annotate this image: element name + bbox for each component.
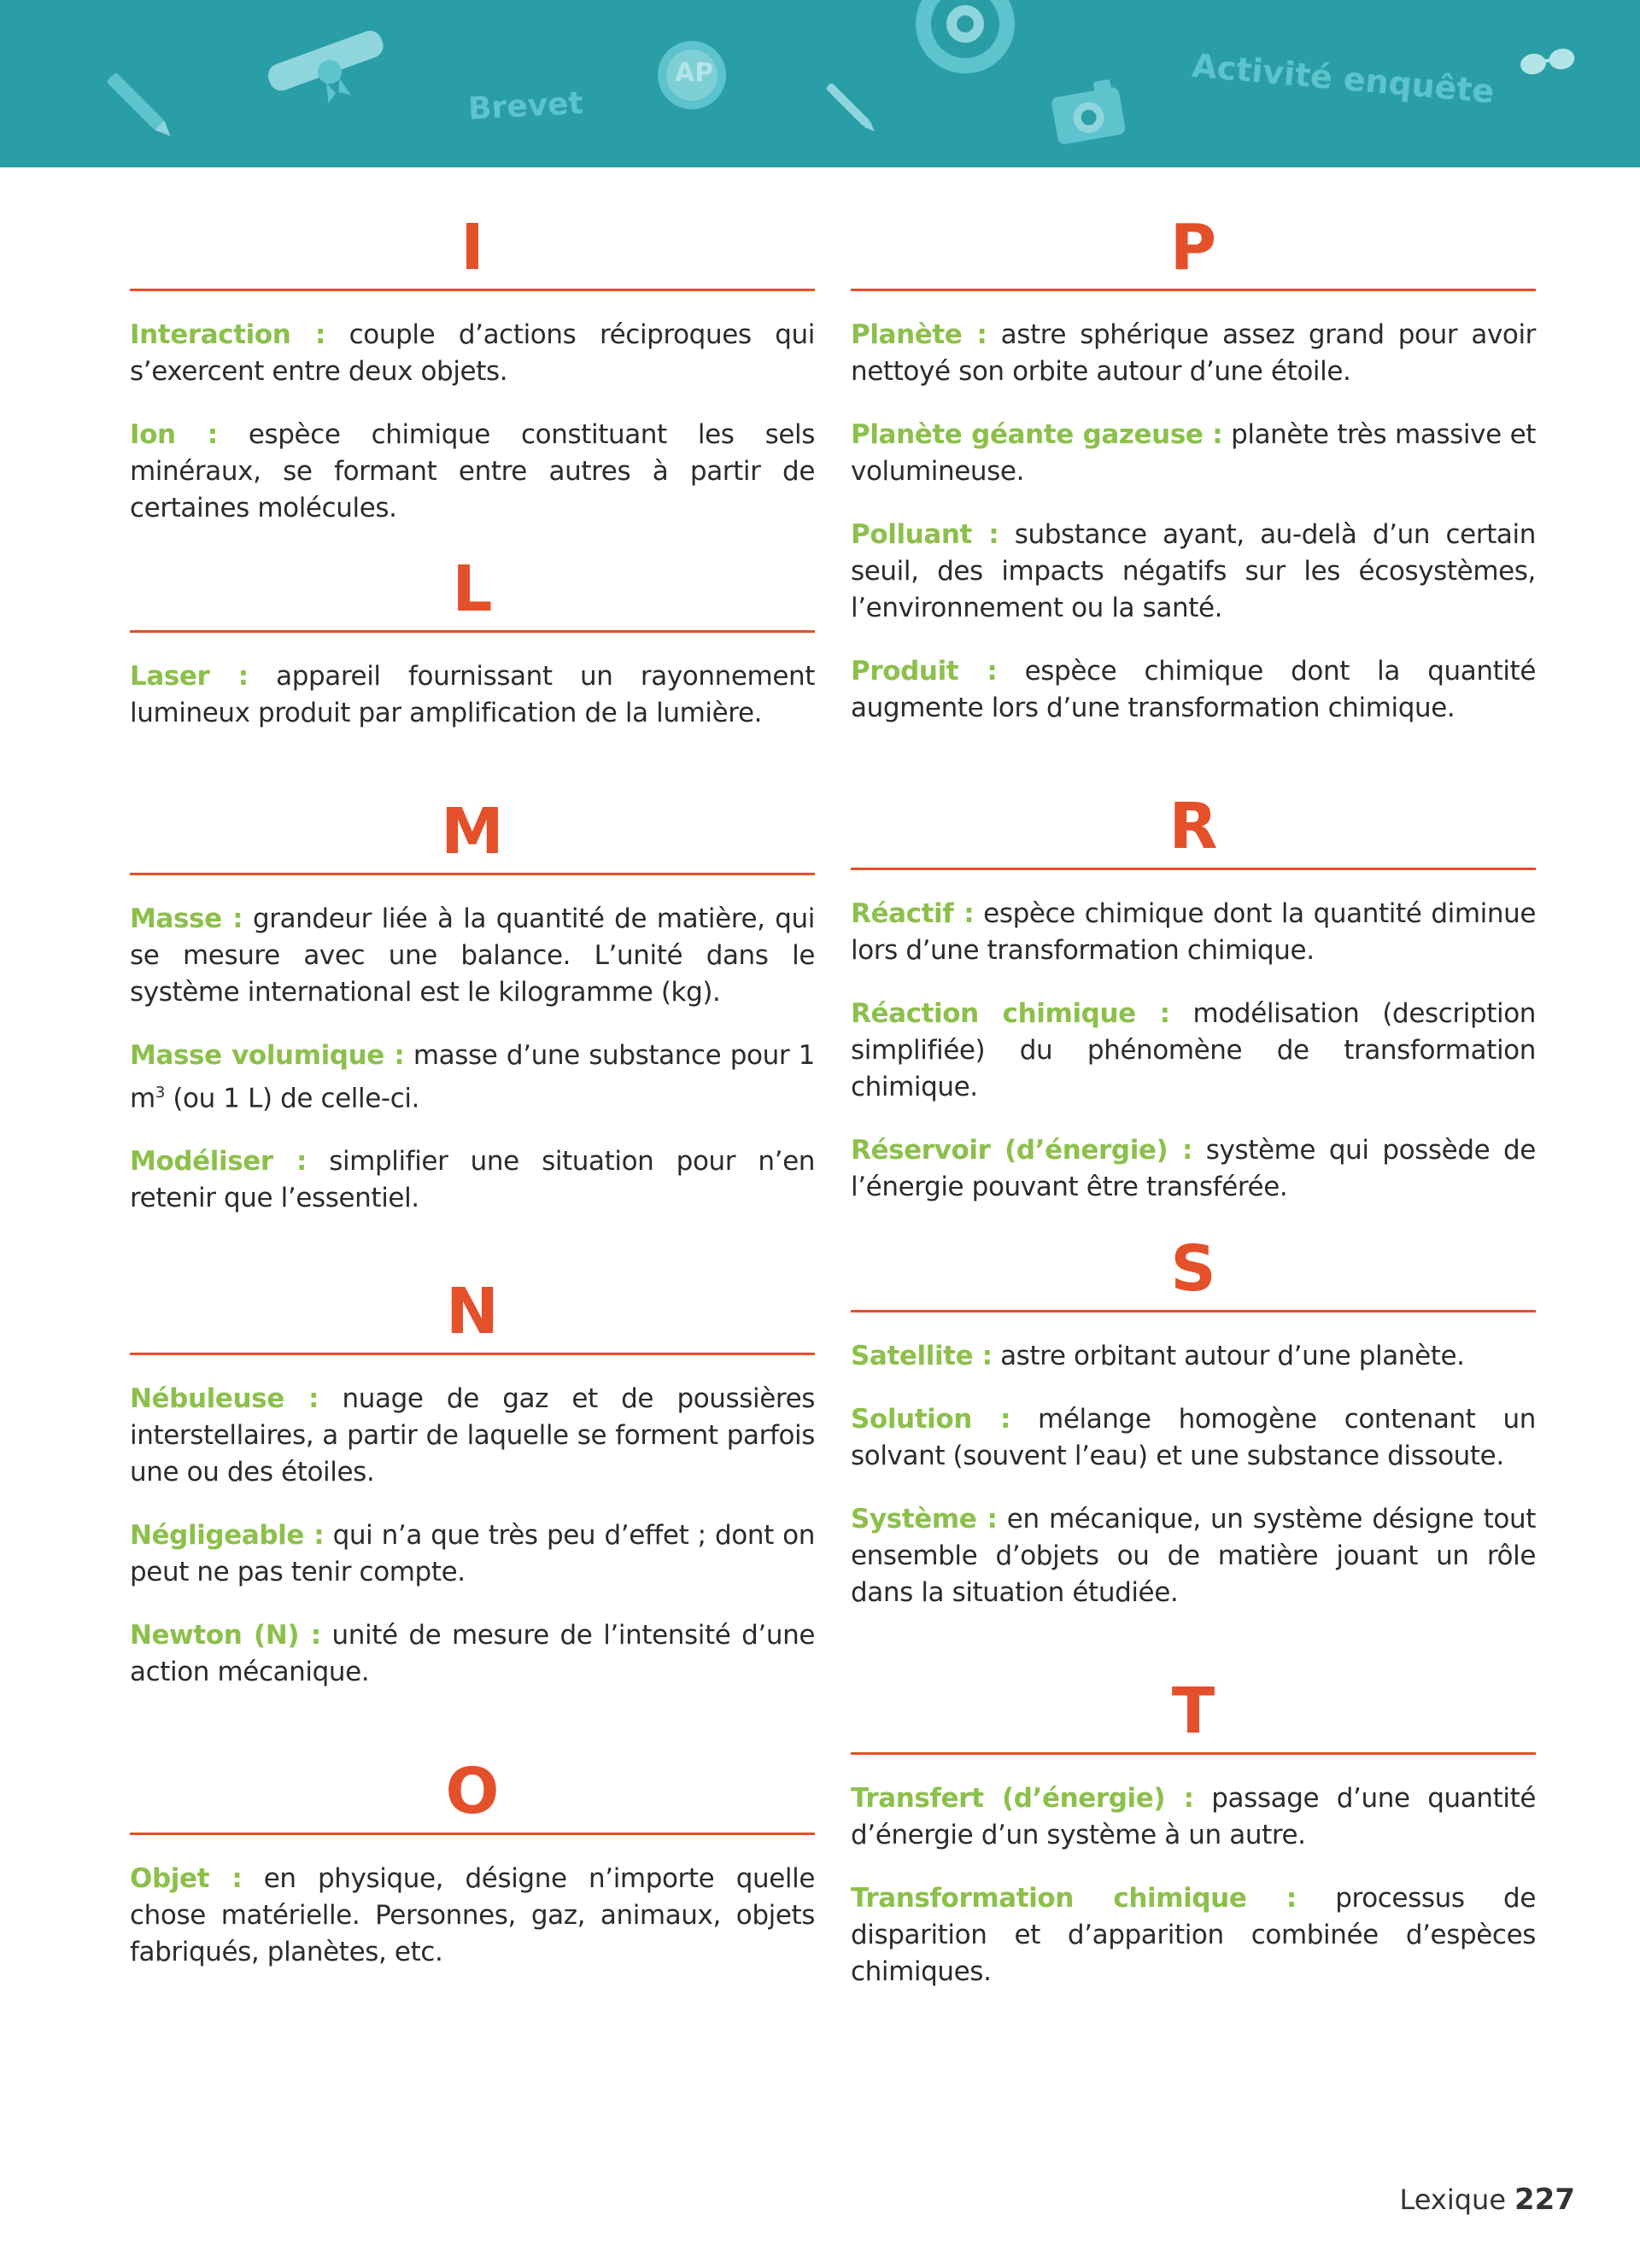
header-banner [0, 0, 1640, 167]
glossary-term: Newton (N) : [130, 1620, 321, 1651]
section-rule [851, 1310, 1536, 1312]
section-rule [130, 289, 815, 291]
glossary-entry [130, 1617, 815, 1691]
banner-word-brevet: Brevet [467, 85, 584, 127]
glossary-term: Solution : [851, 1404, 1010, 1435]
pen-icon [825, 82, 877, 134]
section-letter: O [445, 1755, 500, 1828]
glossary-entry [130, 658, 815, 732]
glossary-definition: mélange homogène contenant un solvant (souvent l’eau) et une substance dissoute. [851, 1404, 1536, 1471]
glossary-entry [851, 1338, 1536, 1375]
section-rule [851, 289, 1536, 291]
glossary-entry [851, 1501, 1536, 1611]
glossary-term: Négligeable : [130, 1520, 325, 1551]
glossary-entry [130, 1381, 815, 1491]
section-letter: L [452, 552, 493, 626]
glossary-term: Réactif : [851, 898, 975, 929]
section-r [851, 791, 1536, 1232]
glossary-definition: passage d’une quantité d’énergie d’un système à un autre. [851, 1783, 1536, 1850]
glossary-term: Satellite : [851, 1341, 993, 1371]
glossary-term: Masse volumique : [130, 1040, 405, 1071]
section-rule [130, 1353, 815, 1355]
glossary-entry [130, 1038, 815, 1117]
banner-word-activite: Activité enquête [1190, 46, 1496, 111]
page-footer [1400, 2183, 1575, 2217]
glossary-definition: astre sphérique assez grand pour avoir nettoyé son orbite autour d’une étoile. [851, 319, 1537, 387]
section-n [130, 1276, 815, 1717]
glossary-term: Modéliser : [130, 1146, 307, 1178]
glossary-definition: substance ayant, au-delà d’un certain seuil, des impacts négatifs sur les écosystèmes, l’environnement ou la santé. [851, 519, 1536, 623]
glossary-term: Objet : [130, 1863, 243, 1894]
glossary-term: Système : [851, 1504, 998, 1534]
section-s [851, 1233, 1536, 1638]
glossary-definition: en mécanique, un système désigne tout ensemble d’objets ou de matière jouant un rôle dans la situation étudiée. [851, 1504, 1537, 1608]
glossary-term: Transformation chimique : [851, 1883, 1297, 1914]
glossary-entry [851, 996, 1536, 1106]
pencil-icon [106, 72, 175, 141]
glossary-term: Produit : [851, 656, 998, 687]
glossary-definition: couple d’actions réciproques qui s’exercent entre deux objets. [130, 319, 815, 387]
section-rule [130, 1833, 815, 1835]
glossary-definition: processus de disparition et d’apparition combinée d’espèces chimiques. [851, 1883, 1536, 1987]
glossary-term: Réaction chimique : [851, 998, 1170, 1029]
section-letter: S [1170, 1232, 1216, 1306]
glossary-term: Masse : [130, 903, 243, 934]
footer-label: Lexique [1399, 2183, 1507, 2216]
glossary-definition: système qui possède de l’énergie pouvant être transférée. [851, 1135, 1536, 1202]
glossary-term: Laser : [130, 661, 249, 692]
glossary-term: Réservoir (d’énergie) : [851, 1135, 1192, 1166]
glossary-definition: espèce chimique dont la quantité diminue lors d’une transformation chimique. [851, 898, 1536, 966]
glossary-entry [851, 1780, 1536, 1854]
glossary-term: Planète géante gazeuse : [851, 419, 1223, 450]
glossary-term: Ion : [130, 419, 218, 450]
section-t [851, 1675, 1536, 2017]
section-rule [130, 630, 815, 633]
glossary-term: Transfert (d’énergie) : [851, 1783, 1194, 1814]
glossary-term: Planète : [851, 319, 987, 350]
section-letter: R [1168, 790, 1218, 863]
glossary-term: Nébuleuse : [130, 1383, 319, 1414]
section-rule [851, 868, 1536, 870]
glossary-definition: simplifier une situation pour n’en retenir que l’essentiel. [130, 1146, 815, 1214]
page-number: 227 [1514, 2183, 1575, 2217]
section-letter: T [1171, 1675, 1215, 1748]
section-letter: N [446, 1275, 499, 1348]
section-l [130, 553, 815, 758]
glossary-definition: espèce chimique constituant les sels minéraux, se formant entre autres à partir de certaines molécules. [130, 419, 815, 523]
glossary-term: Interaction : [130, 319, 325, 350]
glasses-icon [1519, 47, 1576, 77]
section-letter: M [441, 795, 504, 868]
superscript: 3 [155, 1084, 165, 1102]
glossary-definition: espèce chimique dont la quantité augmente lors d’une transformation chimique. [851, 656, 1536, 723]
glossary-definition: planète très massive et volumineuse. [851, 419, 1536, 487]
glossary-definition: unité de mesure de l’intensité d’une action mécanique. [130, 1620, 815, 1687]
section-letter: P [1169, 211, 1217, 284]
glossary-definition: nuage de gaz et de poussières interstellaires, a partir de laquelle se forment parfois une ou des étoiles. [130, 1383, 816, 1488]
glossary-entry [851, 1401, 1536, 1475]
diploma-icon [265, 27, 395, 120]
glossary-definition: masse d’une substance pour 1 m [130, 1040, 815, 1114]
glossary-definition: modélisation (description simplifiée) du phénomène de transformation chimique. [851, 998, 1537, 1102]
glossary-entry [851, 896, 1536, 969]
glossary-definition: appareil fournissant un rayonnement lumineux produit par amplification de la lumière. [130, 661, 816, 728]
camera-icon [1049, 78, 1126, 145]
glossary-definition: qui n’a que très peu d’effet ; dont on peut ne pas tenir compte. [130, 1520, 815, 1587]
glossary-term: Polluant : [851, 519, 999, 550]
gear-icon [916, 0, 1015, 73]
glossary-entry [130, 317, 815, 390]
glossary-entry [130, 417, 815, 527]
glossary-entry [851, 1880, 1536, 1990]
section-o [130, 1756, 815, 1997]
section-m [130, 796, 815, 1243]
section-i [130, 212, 815, 553]
glossary-definition: en physique, désigne n’importe quelle chose matérielle. Personnes, gaz, animaux, objets fabriqués, planètes, etc. [130, 1863, 816, 1967]
glossary-definition: astre orbitant autour d’une planète. [992, 1341, 1465, 1371]
glossary-entry [130, 1143, 815, 1217]
banner-badge-ap: AP [675, 58, 714, 88]
glossary-entry [130, 901, 815, 1011]
glossary-entry [851, 317, 1536, 390]
glossary-entry [851, 517, 1536, 627]
glossary-entry [851, 653, 1536, 727]
section-rule [851, 1752, 1536, 1755]
glossary-definition: grandeur liée à la quantité de matière, qui se mesure avec une balance. L’unité dans le système international est le kilogramme (kg). [130, 903, 815, 1008]
glossary-entry [130, 1861, 815, 1971]
glossary-definition-cont: (ou 1 L) de celle-ci. [164, 1083, 420, 1114]
glossary-entry [851, 417, 1536, 490]
glossary-entry [130, 1517, 815, 1591]
glossary-entry [851, 1132, 1536, 1206]
section-p [851, 212, 1536, 753]
section-rule [130, 873, 815, 875]
section-letter: I [460, 211, 484, 284]
